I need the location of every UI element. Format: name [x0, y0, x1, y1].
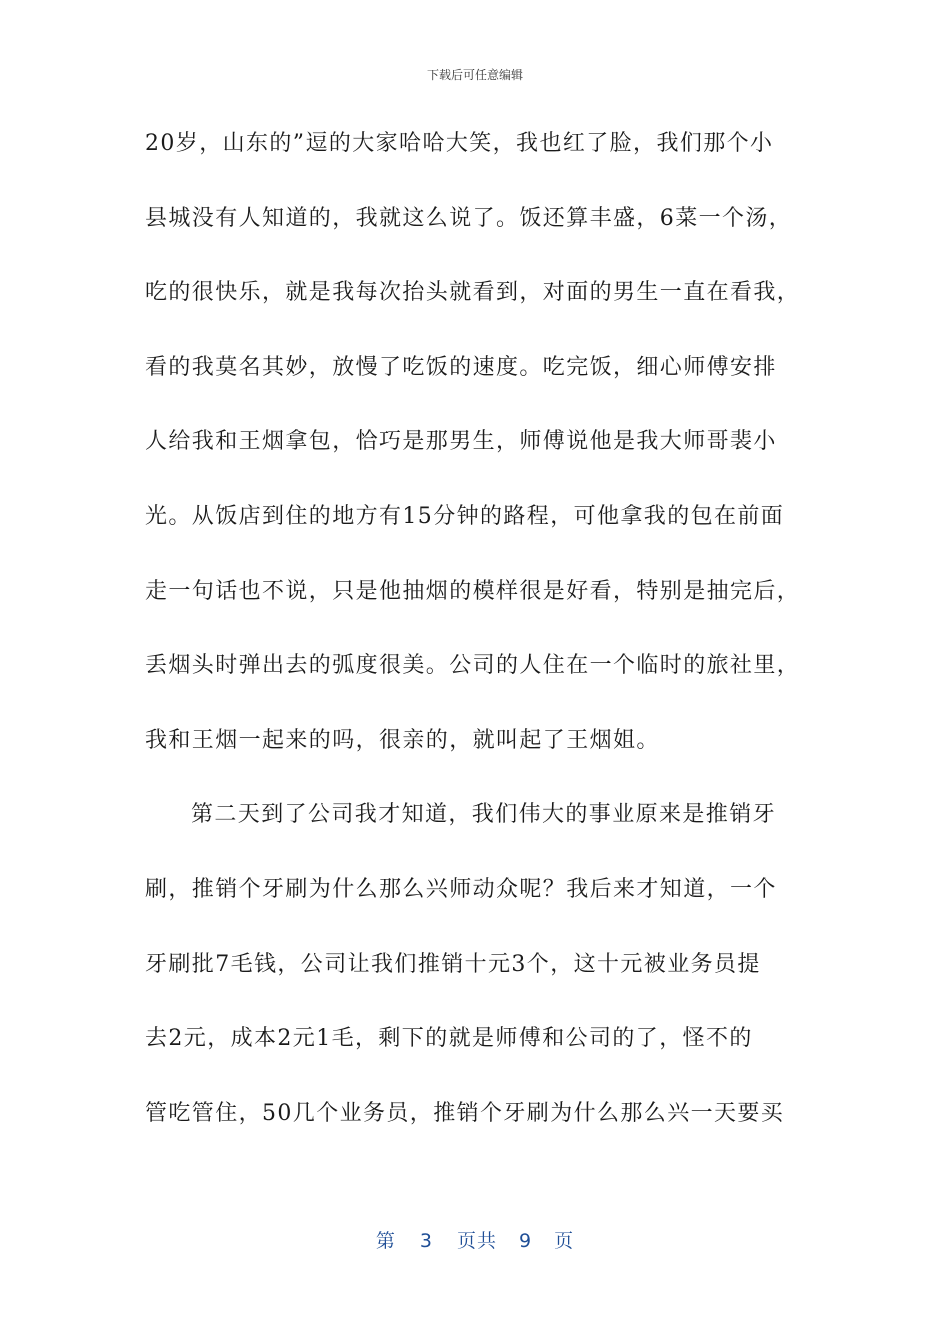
page-header: 下载后可任意编辑: [426, 68, 523, 82]
page-footer: [0, 1226, 950, 1253]
body-line: 光。从饭店到住的地方有15分钟的路程，可他拿我的包在前面: [145, 503, 785, 529]
body-line: 管吃管住，50几个业务员，推销个牙刷为什么那么兴一天要买: [145, 1100, 785, 1126]
body-line: 吃的很快乐，就是我每次抬头就看到，对面的男生一直在看我，: [145, 280, 801, 306]
body-line: 我和王烟一起来的吗，很亲的，就叫起了王烟姐。: [145, 727, 660, 753]
footer-middle: 页共: [456, 1230, 497, 1252]
body-line: 刷，推销个牙刷为什么那么兴师动众呢？我后来才知道，一个: [145, 876, 777, 902]
footer-prefix: 第: [375, 1230, 396, 1252]
body-line: 去2元，成本2元1毛，剩下的就是师傅和公司的了，怪不的: [145, 1026, 753, 1052]
body-line: 人给我和王烟拿包，恰巧是那男生，师傅说他是我大师哥裴小: [145, 429, 777, 455]
body-line-paragraph-start: 第二天到了公司我才知道，我们伟大的事业原来是推销牙: [191, 802, 777, 828]
body-line: 县城没有人知道的，我就这么说了。饭还算丰盛，6菜一个汤，: [145, 205, 793, 231]
current-page-number: 3: [419, 1230, 433, 1252]
footer-suffix: 页: [554, 1230, 575, 1252]
document-body: [145, 118, 807, 1162]
total-pages-number: 9: [519, 1230, 533, 1252]
body-line: 牙刷批7毛钱，公司让我们推销十元3个，这十元被业务员提: [145, 951, 761, 977]
body-line: 看的我莫名其妙，放慢了吃饭的速度。吃完饭，细心师傅安排: [145, 354, 777, 380]
body-line: 丢烟头时弹出去的弧度很美。公司的人住在一个临时的旅社里，: [145, 653, 801, 679]
body-line: 走一句话也不说，只是他抽烟的模样很是好看，特别是抽完后，: [145, 578, 801, 604]
body-line: 20岁，山东的”逗的大家哈哈大笑，我也红了脸，我们那个小: [145, 131, 774, 156]
